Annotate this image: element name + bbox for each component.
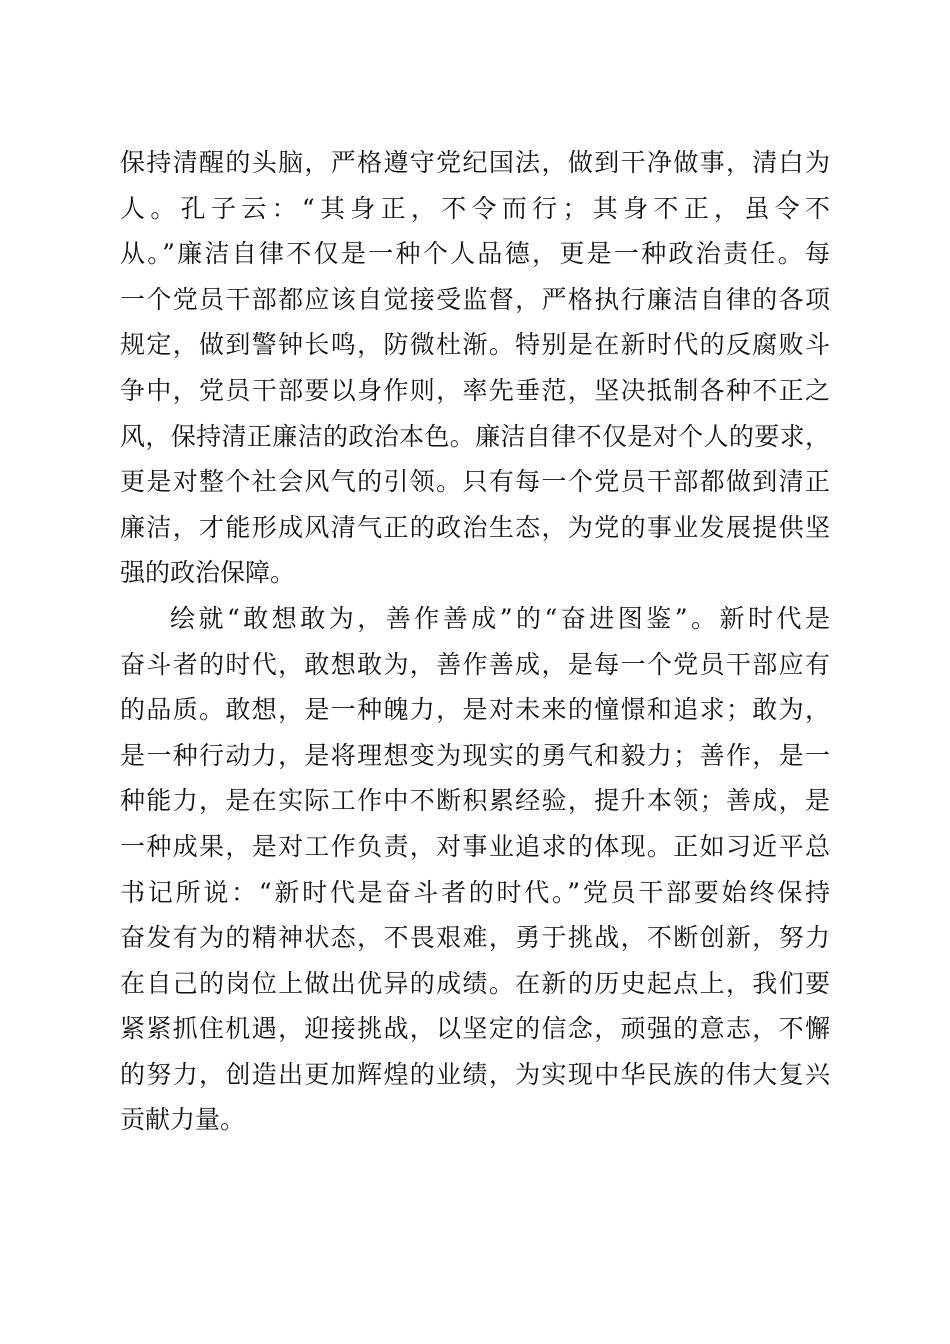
paragraph-line: 争中，党员干部要以身作则，率先垂范，坚决抵制各种不正之 (120, 375, 830, 405)
paragraph-line: 奋斗者的时代，敢想敢为，善作善成，是每一个党员干部应有 (120, 649, 830, 679)
paragraph-line: 贡献力量。 (120, 1105, 246, 1135)
paragraph-line: 在自己的岗位上做出优异的成绩。在新的历史起点上，我们要 (120, 968, 830, 998)
paragraph-line: 紧紧抓住机遇，迎接挑战，以坚定的信念，顽强的意志，不懈 (120, 1014, 830, 1044)
paragraph-line: 书记所说：“新时代是奋斗者的时代。”党员干部要始终保持 (120, 877, 830, 907)
paragraph-line: 的品质。敢想，是一种魄力，是对未来的憧憬和追求；敢为， (120, 695, 830, 725)
paragraph-line: 更是对整个社会风气的引领。只有每一个党员干部都做到清正 (120, 467, 830, 497)
paragraph-line: 一个党员干部都应该自觉接受监督，严格执行廉洁自律的各项 (120, 284, 830, 314)
paragraph-line: 人。孔子云：“其身正，不令而行；其身不正，虽令不 (120, 193, 830, 223)
paragraph-1 (120, 140, 830, 596)
paragraph-line: 廉洁，才能形成风清气正的政治生态，为党的事业发展提供坚 (120, 512, 830, 542)
paragraph-line: 规定，做到警钟长鸣，防微杜渐。特别是在新时代的反腐败斗 (120, 330, 830, 360)
paragraph-line: 一种成果，是对工作负责，对事业追求的体现。正如习近平总 (120, 831, 830, 861)
body-text (120, 140, 830, 1143)
paragraph-line: 绘就“敢想敢为，善作善成”的“奋进图鉴”。新时代是 (170, 603, 830, 633)
paragraph-line: 种能力，是在实际工作中不断积累经验，提升本领；善成，是 (120, 786, 830, 816)
paragraph-line: 强的政治保障。 (120, 558, 296, 588)
paragraph-2 (120, 596, 830, 1143)
paragraph-line: 保持清醒的头脑，严格遵守党纪国法，做到干净做事，清白为 (120, 148, 830, 177)
paragraph-line: 奋发有为的精神状态，不畏艰难，勇于挑战，不断创新，努力 (120, 923, 830, 953)
paragraph-line: 从。”廉洁自律不仅是一种个人品德，更是一种政治责任。每 (120, 239, 830, 269)
paragraph-line: 是一种行动力，是将理想变为现实的勇气和毅力；善作，是一 (120, 740, 830, 770)
paragraph-line: 的努力，创造出更加辉煌的业绩，为实现中华民族的伟大复兴 (120, 1059, 830, 1089)
paragraph-line: 风，保持清正廉洁的政治本色。廉洁自律不仅是对个人的要求， (120, 421, 830, 451)
